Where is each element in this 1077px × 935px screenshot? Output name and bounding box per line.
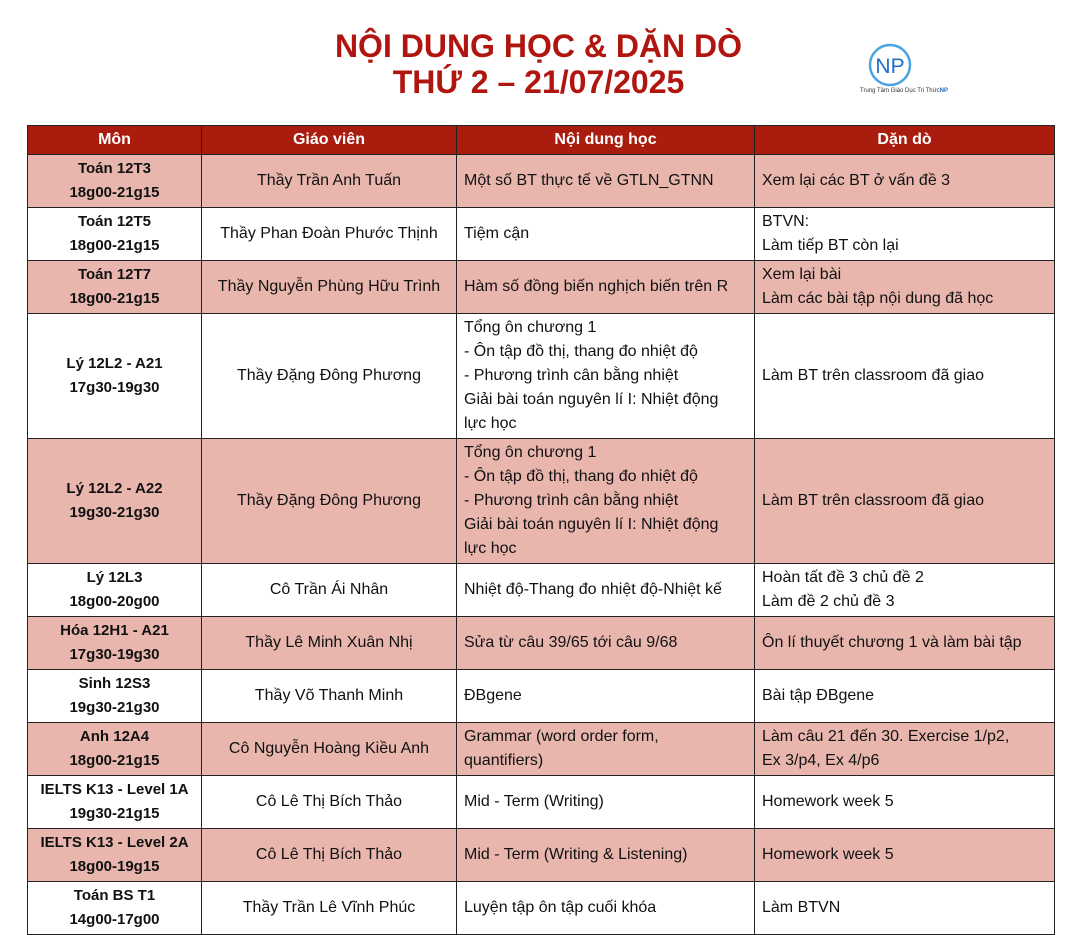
cell-noi-dung-line: Tổng ôn chương 1 [464,319,597,336]
cell-noi-dung-line: lực học [464,540,517,557]
cell-noi-dung [457,314,755,439]
table-row [28,829,1055,882]
cell-dan-do-line: Xem lại các BT ở vấn đề 3 [762,172,951,189]
cell-mon-line: 19g30-21g15 [69,805,160,822]
cell-noi-dung-line: Tiệm cận [464,225,530,242]
cell-noi-dung [457,829,755,882]
cell-mon-line: 18g00-21g15 [69,184,160,201]
cell-noi-dung-line: - Phương trình cân bằng nhiệt [464,492,679,509]
cell-mon [28,617,202,670]
cell-giao-vien: Thầy Trần Lê Vĩnh Phúc [202,882,457,935]
logo-tagline-text: Trung Tâm Giáo Dục Tri Thức [860,88,940,94]
table-row [28,439,1055,564]
cell-noi-dung-line: Tổng ôn chương 1 [464,444,597,461]
cell-giao-vien: Thầy Phan Đoàn Phước Thịnh [202,208,457,261]
cell-mon-line: 14g00-17g00 [69,911,160,928]
cell-mon [28,439,202,564]
title-line-1: NỘI DUNG HỌC & DẶN DÒ [334,28,743,64]
cell-noi-dung-line: quantifiers) [464,752,544,769]
cell-giao-vien: Cô Lê Thị Bích Thảo [202,829,457,882]
cell-noi-dung [457,439,755,564]
cell-giao-vien: Thầy Đặng Đông Phương [202,314,457,439]
cell-dan-do [755,829,1055,882]
cell-noi-dung-line: Mid - Term (Writing & Listening) [464,846,688,863]
cell-dan-do-line: Ex 3/p4, Ex 4/p6 [762,752,880,769]
cell-mon [28,155,202,208]
cell-mon-line: Hóa 12H1 - A21 [60,622,169,639]
cell-mon-line: Anh 12A4 [79,728,150,745]
title-line-2: THỨ 2 – 21/07/2025 [392,64,685,100]
cell-mon [28,776,202,829]
cell-mon [28,564,202,617]
cell-dan-do-line: Ôn lí thuyết chương 1 và làm bài tập [762,634,1022,651]
cell-giao-vien: Thầy Lê Minh Xuân Nhị [202,617,457,670]
header-mon: Môn [28,126,202,155]
cell-noi-dung-line: Luyện tập ôn tập cuối khóa [464,899,657,916]
cell-noi-dung [457,882,755,935]
table-row [28,261,1055,314]
cell-noi-dung-line: - Ôn tập đồ thị, thang đo nhiệt độ [464,468,698,485]
cell-noi-dung-line: Grammar (word order form, [464,728,659,745]
cell-dan-do [755,439,1055,564]
schedule-table [27,125,1055,935]
table-row [28,208,1055,261]
cell-giao-vien: Cô Trần Ái Nhân [202,564,457,617]
cell-mon [28,261,202,314]
cell-dan-do-line: Xem lại bài [762,266,842,283]
cell-mon-line: 17g30-19g30 [69,646,160,663]
cell-dan-do [755,617,1055,670]
cell-giao-vien: Cô Nguyễn Hoàng Kiều Anh [202,723,457,776]
cell-noi-dung [457,564,755,617]
cell-dan-do-line: Làm BT trên classroom đã giao [762,492,985,509]
cell-dan-do-line: Homework week 5 [762,846,894,863]
cell-noi-dung [457,617,755,670]
cell-dan-do [755,314,1055,439]
table-row [28,776,1055,829]
cell-noi-dung-line: Hàm số đồng biến nghịch biến trên R [464,278,729,295]
table-row [28,617,1055,670]
cell-mon-line: 18g00-21g15 [69,290,160,307]
cell-giao-vien: Cô Lê Thị Bích Thảo [202,776,457,829]
cell-noi-dung-line: Giải bài toán nguyên lí I: Nhiệt động [464,516,719,533]
header-noi-dung: Nội dung học [457,126,755,155]
cell-mon-line: Toán 12T3 [77,160,152,177]
cell-noi-dung-line: lực học [464,415,517,432]
cell-mon [28,829,202,882]
cell-dan-do [755,670,1055,723]
cell-dan-do [755,776,1055,829]
cell-noi-dung-line: - Ôn tập đồ thị, thang đo nhiệt độ [464,343,698,360]
cell-dan-do [755,564,1055,617]
cell-dan-do-line: Làm BT trên classroom đã giao [762,367,985,384]
cell-giao-vien: Thầy Võ Thanh Minh [202,670,457,723]
cell-mon-line: 18g00-21g15 [69,752,160,769]
cell-giao-vien: Thầy Đặng Đông Phương [202,439,457,564]
cell-dan-do [755,155,1055,208]
cell-noi-dung-line: Một số BT thực tế về GTLN_GTNN [464,172,714,189]
cell-dan-do [755,261,1055,314]
cell-mon-line: IELTS K13 - Level 2A [40,834,189,851]
cell-dan-do [755,882,1055,935]
cell-dan-do-line: Homework week 5 [762,793,894,810]
cell-mon-line: Toán 12T5 [77,213,152,230]
cell-noi-dung-line: Giải bài toán nguyên lí I: Nhiệt động [464,391,719,408]
cell-mon [28,208,202,261]
cell-mon-line: 19g30-21g30 [69,699,160,716]
cell-noi-dung [457,670,755,723]
cell-mon-line: 18g00-20g00 [69,593,160,610]
cell-noi-dung-line: Mid - Term (Writing) [464,793,604,810]
cell-dan-do-line: Làm các bài tập nội dung đã học [762,290,994,307]
cell-noi-dung [457,723,755,776]
cell-dan-do [755,723,1055,776]
logo-tagline [860,88,948,94]
cell-noi-dung [457,208,755,261]
table-row [28,670,1055,723]
table-row [28,564,1055,617]
logo-text: NP [875,55,905,78]
cell-dan-do-line: Làm đề 2 chủ đề 3 [762,593,895,610]
cell-noi-dung-line: - Phương trình cân bằng nhiệt [464,367,679,384]
cell-mon-line: 17g30-19g30 [69,379,160,396]
header-dan-do: Dặn dò [755,126,1055,155]
cell-mon-line: 19g30-21g30 [69,504,160,521]
logo-tagline-np: NP [939,88,948,94]
cell-dan-do-line: Làm câu 21 đến 30. Exercise 1/p2, [762,728,1010,745]
cell-mon-line: 18g00-19g15 [69,858,160,875]
cell-mon-line: Sinh 12S3 [78,675,151,692]
cell-mon-line: Lý 12L2 - A21 [66,355,163,372]
cell-dan-do [755,208,1055,261]
cell-dan-do-line: Bài tập ĐBgene [762,687,875,704]
table-row [28,155,1055,208]
cell-mon-line: Toán BS T1 [73,887,156,904]
cell-mon [28,314,202,439]
table-header-row [28,126,1055,155]
cell-mon-line: Lý 12L3 [86,569,143,586]
cell-noi-dung [457,155,755,208]
cell-mon-line: IELTS K13 - Level 1A [40,781,189,798]
cell-dan-do-line: Làm BTVN [762,899,841,916]
cell-noi-dung-line: Sửa từ câu 39/65 tới câu 9/68 [464,634,678,651]
cell-mon-line: Toán 12T7 [77,266,152,283]
cell-giao-vien: Thầy Nguyễn Phùng Hữu Trình [202,261,457,314]
cell-mon-line: Lý 12L2 - A22 [66,480,163,497]
cell-mon [28,723,202,776]
cell-dan-do-line: Hoàn tất đề 3 chủ đề 2 [762,569,924,586]
cell-noi-dung-line: ĐBgene [464,687,522,704]
cell-noi-dung-line: Nhiệt độ-Thang đo nhiệt độ-Nhiệt kế [464,581,722,598]
cell-mon [28,670,202,723]
cell-dan-do-line: Làm tiếp BT còn lại [762,237,899,254]
cell-giao-vien: Thầy Trần Anh Tuấn [202,155,457,208]
cell-noi-dung [457,776,755,829]
header-giao-vien: Giáo viên [202,126,457,155]
cell-dan-do-line: BTVN: [762,213,810,230]
table-row [28,882,1055,935]
cell-mon-line: 18g00-21g15 [69,237,160,254]
cell-noi-dung [457,261,755,314]
table-row [28,723,1055,776]
cell-mon [28,882,202,935]
table-row [28,314,1055,439]
